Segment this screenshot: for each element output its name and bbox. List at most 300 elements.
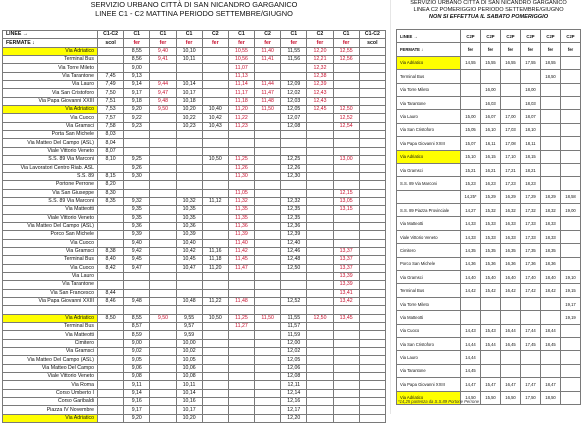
departure-time: 12,50	[281, 264, 307, 272]
departure-time: 12,09	[281, 81, 307, 89]
departure-time: 10,55	[228, 47, 254, 55]
departure-time	[333, 331, 359, 339]
day-type-header: scol	[359, 39, 385, 47]
stop-name: Via Matteotti	[397, 217, 461, 230]
stop-name: S.S. 89 Piazza Provinciale	[397, 204, 461, 217]
departure-time	[541, 110, 561, 123]
departure-time: 10,42	[202, 114, 228, 122]
departure-time: 10,35	[176, 206, 202, 214]
departure-time	[98, 381, 124, 389]
departure-time	[359, 164, 385, 172]
departure-time	[228, 147, 254, 155]
departure-time	[333, 306, 359, 314]
timetable-row	[3, 106, 386, 114]
departure-time	[150, 139, 176, 147]
timetable-row	[397, 177, 581, 190]
departure-time	[333, 348, 359, 356]
departure-time: 9,05	[124, 356, 150, 364]
departure-time: 12,39	[281, 231, 307, 239]
departure-time: 8,04	[98, 139, 124, 147]
departure-time	[150, 298, 176, 306]
departure-time	[98, 64, 124, 72]
stops-corner-label: FERMATE ↓	[397, 43, 461, 56]
departure-time	[561, 230, 581, 243]
departure-time	[359, 414, 385, 422]
departure-time	[150, 64, 176, 72]
departure-time: 12,05	[281, 106, 307, 114]
departure-time	[255, 323, 281, 331]
departure-time: 11,36	[228, 222, 254, 230]
line-code-header: C2	[202, 31, 228, 39]
departure-time: 10,20	[176, 106, 202, 114]
stop-name: Via Matteo Del Campo (ASL)	[3, 222, 98, 230]
line-code-header: C2P	[501, 30, 521, 43]
departure-time	[255, 272, 281, 280]
departure-time: 18,44	[541, 324, 561, 337]
departure-time	[307, 381, 333, 389]
departure-time	[124, 281, 150, 289]
departure-time: 12,52	[333, 114, 359, 122]
departure-time	[307, 181, 333, 189]
departure-time: 15,21	[461, 163, 481, 176]
departure-time	[98, 281, 124, 289]
departure-time: 9,20	[124, 414, 150, 422]
line-code-header: C2P	[461, 30, 481, 43]
day-type-header: scol	[98, 39, 124, 47]
departure-time	[150, 348, 176, 356]
departure-time: 18,23	[521, 177, 541, 190]
departure-time	[359, 247, 385, 255]
stop-name	[397, 190, 461, 203]
departure-time	[228, 181, 254, 189]
departure-time	[150, 381, 176, 389]
stop-name: Via Lauro	[397, 110, 461, 123]
departure-time: 16,29	[501, 190, 521, 203]
departure-time	[307, 147, 333, 155]
departure-time: 11,27	[228, 323, 254, 331]
departure-time: 17,36	[521, 257, 541, 270]
departure-time: 16,44	[501, 324, 521, 337]
stop-name: Via Matteo Del Campo (ASL)	[3, 356, 98, 364]
departure-time: 10,14	[176, 81, 202, 89]
timetable-row	[3, 72, 386, 80]
departure-time	[202, 406, 228, 414]
stop-name: Viale Vittorio Veneto	[3, 214, 98, 222]
departure-time: 15,35	[481, 244, 501, 257]
departure-time: 16,33	[501, 217, 521, 230]
stop-name: Terminal Bus	[397, 70, 461, 83]
departure-time: 15,47	[481, 378, 501, 391]
departure-time	[333, 373, 359, 381]
day-type-header: fer	[521, 43, 541, 56]
departure-time	[176, 289, 202, 297]
departure-time: 15,05	[461, 123, 481, 136]
departure-time: 14,55	[461, 56, 481, 69]
day-type-header: fer	[176, 39, 202, 47]
departure-time: 14,43	[461, 324, 481, 337]
departure-time	[124, 306, 150, 314]
timetable-row	[3, 172, 386, 180]
departure-time	[202, 356, 228, 364]
departure-time	[98, 164, 124, 172]
departure-time: 18,40	[541, 271, 561, 284]
departure-time: 14,33	[461, 230, 481, 243]
departure-time	[150, 389, 176, 397]
departure-time	[150, 289, 176, 297]
departure-time: 9,14	[124, 81, 150, 89]
stop-name: Via Matteotti	[397, 311, 461, 324]
departure-time	[255, 139, 281, 147]
line-code-header: C1	[281, 31, 307, 39]
departure-time: 18,50	[541, 70, 561, 83]
timetable-row	[3, 323, 386, 331]
departure-time	[333, 139, 359, 147]
departure-time	[228, 139, 254, 147]
departure-time	[202, 139, 228, 147]
departure-time: 10,17	[176, 89, 202, 97]
departure-time: 16,45	[501, 337, 521, 350]
departure-time: 11,16	[202, 247, 228, 255]
stop-name: Via Lauro	[397, 351, 461, 364]
departure-time	[561, 391, 581, 404]
departure-time: 10,17	[176, 406, 202, 414]
departure-time	[124, 139, 150, 147]
departure-time: 8,20	[98, 181, 124, 189]
timetable-row	[3, 181, 386, 189]
departure-time: 9,42	[124, 247, 150, 255]
day-type-header: fer	[461, 43, 481, 56]
departure-time: 16,15	[481, 150, 501, 163]
afternoon-timetable-page	[396, 0, 581, 414]
stop-name: Via Papa Giovanni XXIII	[3, 298, 98, 306]
departure-time	[333, 97, 359, 105]
footnote: *14,25 partenza da S.S.89 Portone Perrone	[398, 399, 480, 404]
departure-time: 9,48	[150, 97, 176, 105]
departure-time: 18,36	[541, 257, 561, 270]
timetable-row	[397, 123, 581, 136]
departure-time: 12,20	[307, 47, 333, 55]
departure-time: 13,00	[333, 156, 359, 164]
departure-time	[150, 231, 176, 239]
timetable-row	[3, 348, 386, 356]
departure-time	[124, 147, 150, 155]
departure-time	[150, 206, 176, 214]
departure-time: 11,44	[255, 81, 281, 89]
departure-time: 13,41	[333, 289, 359, 297]
departure-time: 7,45	[98, 72, 124, 80]
timetable-row	[3, 364, 386, 372]
departure-time	[98, 206, 124, 214]
departure-time: 16,23	[481, 177, 501, 190]
departure-time	[541, 297, 561, 310]
departure-time	[228, 356, 254, 364]
departure-time: 11,42	[228, 247, 254, 255]
timetable-row	[3, 406, 386, 414]
departure-time: 10,50	[202, 156, 228, 164]
departure-time	[501, 297, 521, 310]
stop-name: Via Matteo Del Campo (ASL)	[3, 139, 98, 147]
departure-time	[281, 139, 307, 147]
departure-time	[124, 181, 150, 189]
departure-time	[359, 381, 385, 389]
departure-time: 15,33	[481, 230, 501, 243]
timetable-row	[3, 272, 386, 280]
stop-name: Porco San Michele	[3, 231, 98, 239]
departure-time	[359, 298, 385, 306]
departure-time	[333, 131, 359, 139]
departure-time	[124, 189, 150, 197]
departure-time: 16,50	[501, 391, 521, 404]
stop-name	[3, 306, 98, 314]
departure-time	[359, 339, 385, 347]
departure-time: 7,53	[98, 106, 124, 114]
departure-time	[150, 264, 176, 272]
timetable-row	[3, 264, 386, 272]
departure-time	[150, 222, 176, 230]
departure-time: 8,50	[98, 314, 124, 322]
departure-time	[333, 89, 359, 97]
departure-time	[255, 114, 281, 122]
departure-time: 11,22	[202, 298, 228, 306]
line-code-header: C1	[228, 31, 254, 39]
departure-time: 11,41	[255, 56, 281, 64]
departure-time: 12,02	[281, 348, 307, 356]
timetable-row	[3, 56, 386, 64]
departure-time	[307, 348, 333, 356]
departure-time: 18,07	[521, 110, 541, 123]
departure-time: 10,47	[176, 264, 202, 272]
departure-time: 19,00	[561, 204, 581, 217]
departure-time: 7,57	[98, 114, 124, 122]
departure-time: 11,35	[228, 214, 254, 222]
departure-time: 9,40	[150, 47, 176, 55]
timetable-row	[3, 139, 386, 147]
departure-time: 12,40	[281, 239, 307, 247]
departure-time: 16,47	[501, 378, 521, 391]
departure-time: 14,27	[461, 204, 481, 217]
timetable-row	[3, 222, 386, 230]
departure-time: 17,03	[501, 123, 521, 136]
departure-time	[561, 96, 581, 109]
departure-time	[333, 389, 359, 397]
timetable-row	[3, 156, 386, 164]
departure-time	[359, 356, 385, 364]
departure-time	[202, 81, 228, 89]
line-code-header: C1-C2	[98, 31, 124, 39]
departure-time	[98, 239, 124, 247]
departure-time: 16,10	[481, 123, 501, 136]
lines-header-row	[397, 30, 581, 43]
departure-time: 15,44	[481, 337, 501, 350]
departure-time: 19,19	[561, 311, 581, 324]
departure-time	[255, 256, 281, 264]
stop-name: Via Torre Mileto	[397, 83, 461, 96]
stop-name: Via Adriatico	[3, 314, 98, 322]
departure-time	[501, 364, 521, 377]
stop-name: Via Adriatico	[397, 391, 461, 404]
timetable-row	[3, 147, 386, 155]
timetable-row	[3, 356, 386, 364]
departure-time	[202, 323, 228, 331]
departure-time: 10,48	[176, 298, 202, 306]
departure-time: 11,50	[255, 314, 281, 322]
departure-time	[333, 356, 359, 364]
departure-time	[176, 172, 202, 180]
departure-time: 10,20	[176, 414, 202, 422]
departure-time: 12,52	[281, 298, 307, 306]
departure-time	[202, 181, 228, 189]
departure-time: 16,55	[501, 56, 521, 69]
day-type-header: fer	[124, 39, 150, 47]
departure-time: 14,44	[461, 351, 481, 364]
stop-name: Via Lauro	[3, 81, 98, 89]
lines-header-row	[3, 31, 386, 39]
departure-time: 12,43	[307, 97, 333, 105]
departure-time	[561, 378, 581, 391]
departure-time: 8,03	[98, 131, 124, 139]
departure-time	[202, 272, 228, 280]
stop-name: Via Cuoco	[3, 264, 98, 272]
departure-time: 8,15	[98, 172, 124, 180]
departure-time: 9,45	[124, 256, 150, 264]
departure-time: 9,11	[124, 381, 150, 389]
stop-name: Terminal Bus	[397, 284, 461, 297]
departure-time: 16,35	[501, 244, 521, 257]
departure-time	[176, 156, 202, 164]
timetable-row	[397, 257, 581, 270]
stop-name: Via Gramsci	[3, 247, 98, 255]
departure-time	[359, 89, 385, 97]
departure-time	[176, 147, 202, 155]
departure-time: 15,33	[481, 217, 501, 230]
departure-time: 12,26	[281, 164, 307, 172]
departure-time	[202, 281, 228, 289]
departure-time: 9,08	[124, 373, 150, 381]
departure-time: 11,13	[228, 72, 254, 80]
departure-time: 12,54	[333, 122, 359, 130]
departure-time	[359, 197, 385, 205]
departure-time	[176, 272, 202, 280]
departure-time	[255, 164, 281, 172]
departure-time	[98, 364, 124, 372]
departure-time: 18,03	[521, 96, 541, 109]
departure-time: 9,36	[124, 222, 150, 230]
departure-time	[307, 222, 333, 230]
departure-time: 12,50	[307, 314, 333, 322]
departure-time: 18,21	[521, 163, 541, 176]
departure-time	[202, 172, 228, 180]
departure-time	[150, 256, 176, 264]
morning-title: SERVIZIO URBANO CITTÀ DI SAN NICANDRO GARGANICO	[90, 0, 298, 9]
departure-time: 9,17	[124, 406, 150, 414]
departure-time: 11,20	[202, 264, 228, 272]
departure-time: 10,45	[176, 256, 202, 264]
departure-time	[255, 231, 281, 239]
departure-time: 8,55	[124, 47, 150, 55]
departure-time: 12,30	[281, 172, 307, 180]
departure-time: 15,36	[481, 257, 501, 270]
departure-time	[307, 414, 333, 422]
departure-time: 10,56	[228, 56, 254, 64]
departure-time	[176, 131, 202, 139]
departure-time: 18,10	[521, 123, 541, 136]
departure-time	[541, 177, 561, 190]
departure-time	[150, 331, 176, 339]
departure-time	[150, 172, 176, 180]
departure-time	[501, 311, 521, 324]
departure-time	[228, 306, 254, 314]
departure-time: 17,08	[501, 137, 521, 150]
timetable-row	[397, 324, 581, 337]
departure-time	[255, 189, 281, 197]
stop-name: Corso Garibaldi	[3, 398, 98, 406]
departure-time: 14,36	[461, 257, 481, 270]
departure-time: 12,15	[333, 189, 359, 197]
departure-time: 11,45	[228, 256, 254, 264]
stops-corner-label: FERMATE ↓	[3, 39, 98, 47]
departure-time	[541, 83, 561, 96]
departure-time	[561, 257, 581, 270]
departure-time: 11,40	[255, 47, 281, 55]
departure-time	[150, 281, 176, 289]
departure-time	[150, 122, 176, 130]
departure-time: 12,39	[307, 81, 333, 89]
departure-time	[281, 189, 307, 197]
departure-time: 11,18	[202, 256, 228, 264]
departure-time: 7,58	[98, 122, 124, 130]
stop-name: Via Papa Giovanni XXIII	[3, 97, 98, 105]
departure-time	[150, 272, 176, 280]
departure-time: 9,50	[150, 314, 176, 322]
departure-time: 17,33	[521, 230, 541, 243]
departure-time	[150, 356, 176, 364]
departure-time	[561, 163, 581, 176]
departure-time	[255, 147, 281, 155]
departure-time: 10,43	[202, 122, 228, 130]
departure-time: 12,08	[281, 122, 307, 130]
departure-time	[307, 339, 333, 347]
departure-time: 12,11	[281, 381, 307, 389]
departure-time	[359, 81, 385, 89]
departure-time	[359, 406, 385, 414]
departure-time	[228, 281, 254, 289]
departure-time: 11,05	[228, 189, 254, 197]
departure-time: 11,39	[228, 231, 254, 239]
stop-name: Via San Cristoforo	[3, 89, 98, 97]
departure-time	[307, 206, 333, 214]
departure-time	[176, 72, 202, 80]
departure-time	[150, 214, 176, 222]
departure-time	[150, 164, 176, 172]
departure-time	[228, 373, 254, 381]
departure-time: 11,47	[255, 89, 281, 97]
departure-time	[461, 96, 481, 109]
departure-time: 19,15	[561, 284, 581, 297]
departure-time	[501, 96, 521, 109]
departure-time	[359, 181, 385, 189]
departure-time: 10,06	[176, 364, 202, 372]
departure-time: 17,33	[521, 217, 541, 230]
departure-time: 17,29	[521, 190, 541, 203]
departure-time: 12,46	[281, 247, 307, 255]
timetable-row	[397, 96, 581, 109]
timetable-row	[397, 56, 581, 69]
departure-time	[541, 150, 561, 163]
departure-time: 12,36	[281, 222, 307, 230]
departure-time: 9,47	[150, 89, 176, 97]
timetable-row	[3, 389, 386, 397]
departure-time	[98, 414, 124, 422]
